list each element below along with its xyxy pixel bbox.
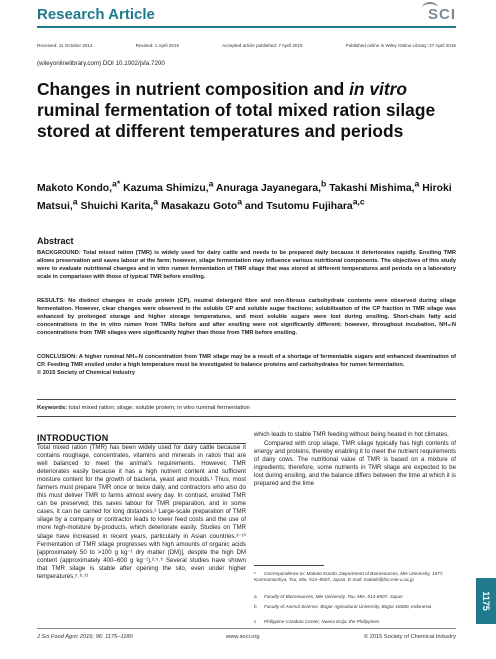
date-accepted: Accepted article published: 7 April 2015	[222, 43, 303, 48]
author: and Tsutomu Fujihara$^{a,c}$	[242, 196, 365, 213]
author: Masakazu Goto$^a$	[158, 196, 243, 213]
date-revised: Revised: 1 April 2015	[135, 43, 180, 48]
article-title	[37, 79, 457, 142]
introduction-heading: INTRODUCTION	[37, 433, 109, 443]
author-list	[37, 178, 457, 214]
intro-paragraph: Compared with crop silage, TMR silage typically has high contents of energy and proteins, thereby enabling it to meet the nutrient requirements of dairy cows. The nutritional value of TMR is based on a mixture of ingredients; therefore, some nutrients in TMR silage are expected to be lost during ensiling, and the balance differs between the time at which it is prepared and the time	[254, 440, 456, 488]
intro-left-column: Total mixed ration (TMR) has been widely used for dairy cattle because it contains roughage, concentrates, vitamins and minerals in ratios that are well balanced to meet the animal's requirements. However, TMR deteriorates easily because it has a high nutrient content and sufficient moisture content for the growth of bacteria, yeast and moulds.¹ Thus, most farmers must prepare TMR once or twice daily, and contractors who also do this must deliver TMR to farms almost every day. In contrast, ensiled TMR can be preserved; this saves labour for TMR preparation, and in some cases, it can be carried for long distances.² Large-scale preparation of TMR silage by a company or contractor leads to lower feed costs and the use of more high-moisture by-products, which deteriorate easily. Studies on TMR silage have increased in recent years, particularly in Asian countries.³⁻¹⁰ Fermentation of TMR silage progresses with high amounts of organic acids [approximately 50 to >100 g kg⁻¹ dry matter (DM)], despite the high DM content (approximately 400–600 g kg⁻¹).²˒⁵˒⁶ Several studies have shown that TMR silage is stable after opening the silo, even under higher temperatures,⁵˒⁸˒¹¹	[37, 444, 246, 580]
journal-citation: J Sci Food Agric 2016; 96: 1175–1180	[37, 634, 133, 640]
title-part-1: Changes in nutrient composition and	[37, 79, 350, 99]
footer-rule	[37, 628, 456, 629]
date-online: Published online in Wiley Online Library: 27 April 2015	[345, 43, 456, 48]
page-number-tab: 1175	[476, 578, 496, 624]
author: Kazuma Shimizu,$^a$	[120, 179, 214, 195]
header-rule	[37, 26, 456, 28]
author: Takashi Mishima,$^a$	[326, 179, 420, 195]
doi-line[interactable]: (wileyonlinelibrary.com) DOI 10.1002/jsfa.7200	[37, 60, 165, 67]
notes-rule	[254, 565, 324, 566]
abstract-conclusion: CONCLUSION: A higher ruminal NH₃-N concentration from TMR silage may be a result of a shortage of fermentable sugars and enhanced deamination of CP. Feeding TMR ensiled under a high temperature must be investigated to balance proteins and carbohydrates for rumen fermentation. © 2015 Society of Chemical Industry	[37, 354, 456, 376]
intro-right-column	[254, 431, 456, 489]
logo-text: SCI	[427, 6, 456, 23]
article-dates	[37, 43, 456, 48]
title-part-2: ruminal fermentation of total mixed ration silage stored at different temperatures and periods	[37, 100, 436, 141]
author: Hiroki Matsui,$^a$	[37, 183, 452, 213]
author: Makoto Kondo,$^{a*}$	[37, 179, 121, 195]
intro-paragraph: which leads to stable TMR feeding without being heated in hot climates.	[254, 431, 449, 438]
author: Shuichi Karita,$^a$	[77, 196, 159, 213]
logo-swoosh-icon	[422, 2, 438, 14]
keywords-rule-bottom	[37, 416, 456, 417]
correspondence-note: * Correspondence to: Makoto Kondo, Department of Bioresources, Mie University, 1577, Kurimamachiya, Tsu, Mie, 514–8507, Japan. E-mail: makoki@bio.mie-u.ac.jp	[254, 571, 444, 582]
affiliation-note: b Faculty of Animal Science, Bogor Agricultural University, Bogor 16680, Indonesia	[254, 604, 432, 609]
abstract-background: BACKGROUND: Total mixed ration (TMR) is widely used for dairy cattle and needs to be prepared daily because it deteriorates rapidly. Ensiling TMR allows preservation and saves labour at the farm; however, silage fermentation may influence various nutritional components. The objectives of this study were to evaluate nutritional changes and in vitro rumen fermentation of TMR silage that was stored at different temperatures and periods on a laboratory scale in comparison with those of typical TMR before ensiling.	[37, 250, 456, 280]
keywords-rule-top	[37, 399, 456, 400]
author: Anuraga Jayanegara,$^b$	[213, 179, 327, 195]
section-label: Research Article	[37, 6, 155, 23]
title-italic: in vitro	[349, 79, 408, 99]
affiliation-note: a Faculty of Bioresources, Mie University, Tsu, Mie, 514-8507, Japan	[254, 594, 403, 599]
sci-logo	[428, 6, 456, 23]
affiliation-note: c Philippine Carabao Center, Nueva Ecija, the Philippines	[254, 619, 380, 624]
site-link[interactable]: www.soci.org	[226, 634, 260, 640]
keywords: Keywords: total mixed ration; silage; soluble protein; in vitro ruminal fermentation	[37, 405, 250, 411]
abstract-results: RESULTS: No distinct changes in crude protein (CP), neutral detergent fibre and non-fibrous carbohydrate contents were observed during silage fermentation. However, clear changes were observed in the soluble CP and soluble sugar fractions; solubilisation of the CP fraction in TMR silage was enhanced by prolonged storage and higher storage temperatures, and most soluble sugars were lost during ensiling. Short-chain fatty acid concentrations in the in vitro rumen from TMRs before and after ensiling were not significantly different; however, throughout incubation, NH₃-N concentrations from TMR silages were significantly higher than those from TMR before ensiling.	[37, 298, 456, 336]
date-received: Received: 11 October 2014	[37, 43, 93, 48]
abstract-copyright: © 2015 Society of Chemical Industry	[37, 369, 136, 376]
abstract-heading: Abstract	[37, 236, 74, 246]
footer-copyright: © 2015 Society of Chemical Industry	[363, 634, 456, 640]
